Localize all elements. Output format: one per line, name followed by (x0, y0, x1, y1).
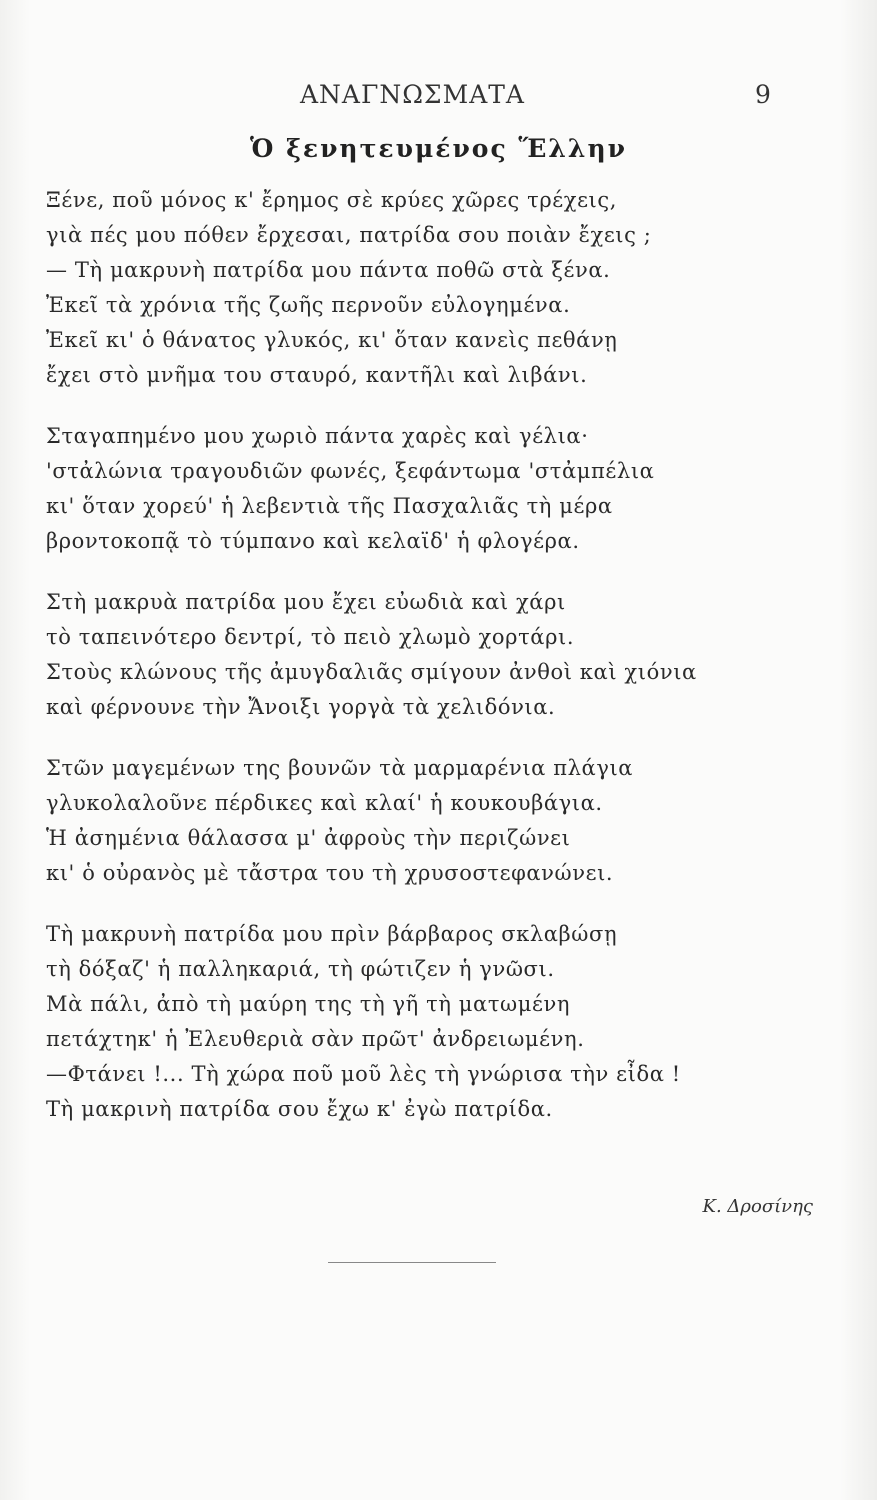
stanza (46, 917, 826, 1127)
poem-line: 'στἀλώνια τραγουδιῶν φωνές, ξεφάντωμα 'στἀμπέλια (46, 459, 655, 483)
poem-line: βροντοκοπᾷ τὸ τύμπανο καὶ κελαϊδ' ἡ φλογέρα. (46, 529, 580, 553)
poem-line: πετάχτηκ' ἡ Ἐλευθεριὰ σὰν πρῶτ' ἀνδρειωμένη. (46, 1027, 585, 1051)
poem-line: Ἐκεῖ κι' ὁ θάνατος γλυκός, κι' ὅταν κανεὶς πεθάνῃ (46, 328, 618, 352)
poem-line: Μὰ πάλι, ἀπὸ τὴ μαύρη της τὴ γῆ τὴ ματωμένη (46, 992, 571, 1016)
poem-line: Στῶν μαγεμένων της βουνῶν τὰ μαρμαρένια πλάγια (46, 756, 634, 780)
poem-line: ἔχει στὸ μνῆμα του σταυρό, καντῆλι καὶ λιβάνι. (46, 363, 588, 387)
poem-line: καὶ φέρνουνε τὴν Ἄνοιξι γοργὰ τὰ χελιδόνια. (46, 695, 556, 719)
poem-line: γλυκολαλοῦνε πέρδικες καὶ κλαί' ἡ κουκουβάγια. (46, 791, 603, 815)
poem-line: κι' ὁ οὐρανὸς μὲ τἄστρα του τὴ χρυσοστεφανώνει. (46, 861, 614, 885)
stanza (46, 585, 826, 725)
poem-line: Ἐκεῖ τὰ χρόνια τῆς ζωῆς περνοῦν εὐλογημένα. (46, 293, 571, 317)
poem-line: γιὰ πές μου πόθεν ἔρχεσαι, πατρίδα σου ποιὰν ἔχεις ; (46, 223, 652, 247)
stanza (46, 751, 826, 891)
poem-line: —Φτάνει !... Τὴ χώρα ποῦ μοῦ λὲς τὴ γνώρισα τὴν εἶδα ! (46, 1062, 681, 1086)
poem-line: κι' ὅταν χορεύ' ἡ λεβεντιὰ τῆς Πασχαλιᾶς τὴ μέρα (46, 494, 613, 518)
author-signature: Κ. Δροσίνης (702, 1196, 813, 1217)
stanza (46, 183, 826, 393)
poem-line: Τὴ μακρινὴ πατρίδα σου ἔχω κ' ἐγὼ πατρίδα. (46, 1097, 553, 1121)
end-divider (328, 1262, 496, 1263)
poem-line: Ἡ ἀσημένια θάλασσα μ' ἀφροὺς τὴν περιζώνει (46, 826, 571, 850)
page-number: 9 (755, 80, 771, 109)
stanza (46, 419, 826, 559)
running-head (0, 80, 877, 116)
poem-line: τὸ ταπεινότερο δεντρί, τὸ πειὸ χλωμὸ χορτάρι. (46, 625, 575, 649)
poem-line: Ξένε, ποῦ μόνος κ' ἔρημος σὲ κρύες χῶρες τρέχεις, (46, 188, 618, 212)
poem-line: Στὴ μακρυὰ πατρίδα μου ἔχει εὐωδιὰ καὶ χάρι (46, 590, 566, 614)
poem-line: τὴ δόξαζ' ἡ παλληκαριά, τὴ φώτιζεν ἡ γνῶσι. (46, 957, 555, 981)
running-title: ΑΝΑΓΝΩΣΜΑΤΑ (300, 80, 525, 109)
poem-body (46, 183, 826, 1153)
poem-title: Ὁ ξενητευμένος Ἕλλην (250, 134, 627, 163)
poem-line: — Τὴ μακρυνὴ πατρίδα μου πάντα ποθῶ στὰ ξένα. (46, 258, 611, 282)
poem-line: Σταγαπημένο μου χωριὸ πάντα χαρὲς καὶ γέλια· (46, 424, 589, 448)
poem-line: Στοὺς κλώνους τῆς ἀμυγδαλιᾶς σμίγουν ἀνθοὶ καὶ χιόνια (46, 660, 697, 684)
poem-line: Τὴ μακρυνὴ πατρίδα μου πρὶν βάρβαρος σκλαβώσῃ (46, 922, 618, 946)
